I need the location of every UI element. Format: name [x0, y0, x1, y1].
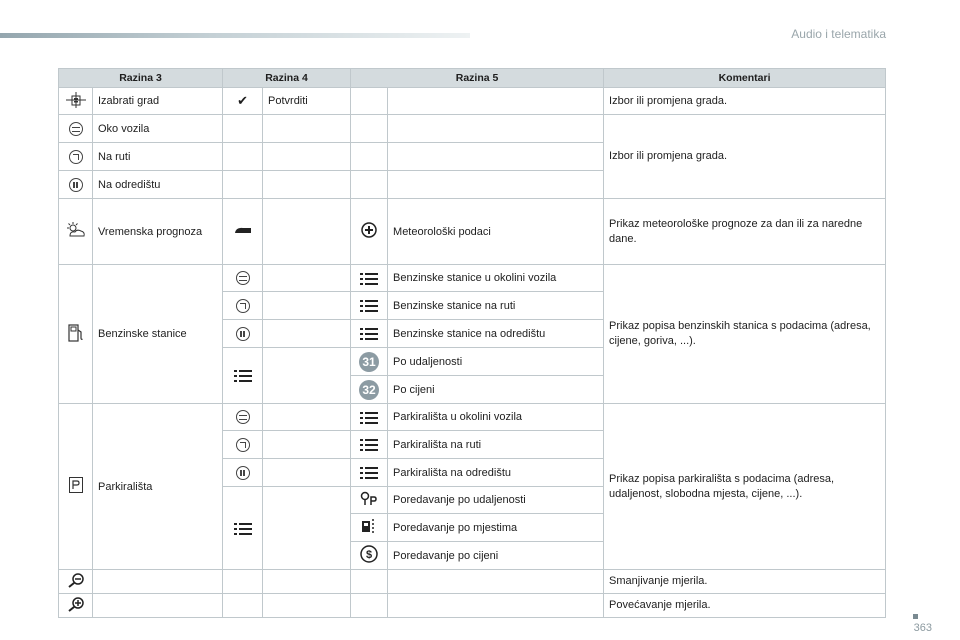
around-vehicle-icon	[236, 271, 250, 285]
level3-label: Izabrati grad	[93, 88, 223, 115]
on-route-icon	[69, 150, 83, 164]
level5-label: Po udaljenosti	[388, 348, 604, 376]
column-header: Razina 5	[351, 69, 604, 88]
level5-label: Parkirališta u okolini vozila	[388, 404, 604, 431]
level5-label: Poredavanje po mjestima	[388, 514, 604, 542]
plus-circle-icon	[361, 222, 377, 238]
on-route-icon	[236, 438, 250, 452]
zoom-in-icon	[67, 596, 85, 612]
page-section-title: Audio i telematika	[791, 27, 886, 41]
column-header: Komentari	[604, 69, 886, 88]
level5-label: Benzinske stanice na odredištu	[388, 320, 604, 348]
list-icon	[360, 327, 378, 340]
page-number: 363	[913, 622, 932, 634]
level3-label: Na ruti	[93, 143, 223, 171]
level4-label: Potvrditi	[263, 88, 351, 115]
navigation-menu-table	[58, 68, 886, 618]
fuel-pump-icon	[68, 324, 84, 342]
comment-text: Prikaz popisa benzinskih stanica s podacima (adresa, cijene, goriva, ...).	[604, 265, 886, 404]
page-marker	[913, 614, 918, 619]
distance-icon	[360, 491, 378, 507]
at-destination-icon	[236, 466, 250, 480]
comment-text: Smanjivanje mjerila.	[604, 570, 886, 594]
table-row	[59, 265, 886, 292]
level5-label: Benzinske stanice na ruti	[388, 292, 604, 320]
list-icon	[360, 299, 378, 312]
comment-text: Povećavanje mjerila.	[604, 594, 886, 618]
level5-label: Po cijeni	[388, 376, 604, 404]
table-row	[59, 594, 886, 618]
table-row	[59, 88, 886, 115]
at-destination-icon	[69, 178, 83, 192]
level5-label: Parkirališta na ruti	[388, 431, 604, 459]
level5-label: Meteorološki podaci	[388, 199, 604, 265]
table-header-row	[59, 69, 886, 88]
table-row	[59, 199, 886, 265]
around-vehicle-icon	[69, 122, 83, 136]
parking-icon	[69, 477, 83, 493]
at-destination-icon	[236, 327, 250, 341]
level5-label: Parkirališta na odredištu	[388, 459, 604, 487]
number-badge: 31	[359, 352, 379, 372]
on-route-icon	[236, 299, 250, 313]
comment-text: Prikaz meteorološke prognoze za dan ili za naredne dane.	[604, 199, 886, 265]
level3-label: Na odredištu	[93, 171, 223, 199]
around-vehicle-icon	[236, 410, 250, 424]
list-icon	[360, 438, 378, 451]
list-icon	[360, 466, 378, 479]
level3-label: Vremenska prognoza	[93, 199, 223, 265]
list-icon	[360, 272, 378, 285]
checkmark-icon: ✔	[237, 93, 248, 108]
table-row	[59, 115, 886, 143]
list-icon	[360, 411, 378, 424]
level5-label: Poredavanje po cijeni	[388, 542, 604, 570]
comment-text: Prikaz popisa parkirališta s podacima (adresa, udaljenost, slobodna mjesta, cijene, ...).	[604, 404, 886, 570]
price-icon	[360, 545, 378, 563]
table-row	[59, 570, 886, 594]
comment-text: Izbor ili promjena grada.	[604, 88, 886, 115]
zoom-out-icon	[67, 572, 85, 588]
weather-submenu-icon	[233, 225, 253, 235]
weather-cloud-icon	[66, 222, 86, 238]
header-accent-bar	[0, 33, 470, 38]
list-icon	[234, 522, 252, 535]
level3-label: Oko vozila	[93, 115, 223, 143]
column-header: Razina 4	[223, 69, 351, 88]
level5-label: Poredavanje po udaljenosti	[388, 487, 604, 514]
column-header: Razina 3	[59, 69, 223, 88]
city-select-icon	[66, 92, 86, 108]
parking-spaces-icon	[360, 518, 378, 534]
table-row	[59, 404, 886, 431]
level5-label: Benzinske stanice u okolini vozila	[388, 265, 604, 292]
list-icon	[234, 369, 252, 382]
comment-text: Izbor ili promjena grada.	[604, 115, 886, 199]
svg-text:$: $	[365, 549, 373, 561]
level3-label: Benzinske stanice	[93, 265, 223, 404]
level3-label: Parkirališta	[93, 404, 223, 570]
number-badge: 32	[359, 380, 379, 400]
